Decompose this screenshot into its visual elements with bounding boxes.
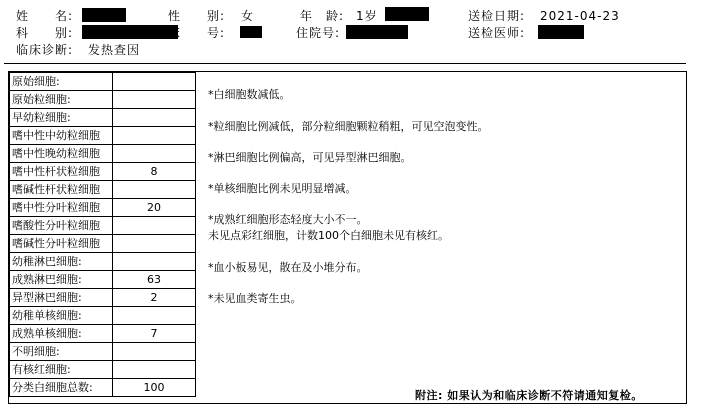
cell-count-value: 2	[113, 289, 196, 307]
cell-count-value	[113, 253, 196, 271]
table-row	[10, 199, 196, 217]
cell-type-label: 原始细胞:	[10, 73, 113, 91]
table-row	[10, 127, 196, 145]
cell-count-value: 7	[113, 325, 196, 343]
gender-label: 性 别:	[168, 9, 226, 23]
doctor-redaction	[538, 25, 584, 39]
cell-type-label: 幼稚单核细胞:	[10, 307, 113, 325]
table-row	[10, 91, 196, 109]
table-row	[10, 325, 196, 343]
cell-count-value	[113, 181, 196, 199]
name-redaction	[82, 8, 126, 22]
age-label: 年 龄:	[300, 9, 345, 23]
finding-line: *粒细胞比例减低，部分粒细胞颗粒稍粗，可见空泡变性。	[208, 120, 489, 133]
cell-count-value	[113, 127, 196, 145]
cell-count-value	[113, 91, 196, 109]
cell-count-value	[113, 73, 196, 91]
finding-line: *未见血类寄生虫。	[208, 292, 302, 305]
report-date-label: 送检日期:	[468, 9, 526, 23]
cell-count-value: 100	[113, 379, 196, 397]
admission-redaction	[346, 25, 408, 39]
gender-value: 女	[241, 9, 255, 23]
table-row	[10, 289, 196, 307]
cell-type-label: 有核红细胞:	[10, 361, 113, 379]
doctor-label: 送检医师:	[468, 26, 526, 40]
cell-type-label: 嗜碱性分叶粒细胞	[10, 235, 113, 253]
table-row	[10, 307, 196, 325]
cell-count-value	[113, 145, 196, 163]
report-date-value: 2021-04-23	[540, 9, 620, 23]
table-row	[10, 145, 196, 163]
finding-line: *成熟红细胞形态轻度大小不一。	[208, 213, 368, 226]
footnote: 附注: 如果认为和临床诊断不符请通知复检。	[415, 389, 643, 402]
department-redaction	[82, 25, 178, 39]
cell-type-label: 嗜碱性杆状粒细胞	[10, 181, 113, 199]
table-row	[10, 163, 196, 181]
table-row	[10, 217, 196, 235]
admission-label: 住院号:	[296, 26, 341, 40]
table-row	[10, 271, 196, 289]
cell-type-label: 成熟淋巴细胞:	[10, 271, 113, 289]
finding-line: *单核细胞比例未见明显增减。	[208, 182, 357, 195]
table-row	[10, 343, 196, 361]
diagnosis-value: 发热查因	[88, 43, 141, 57]
age-redaction	[385, 7, 429, 21]
cell-count-table	[9, 72, 196, 397]
cell-type-label: 嗜酸性分叶粒细胞	[10, 217, 113, 235]
cell-count-value	[113, 361, 196, 379]
cell-count-value: 8	[113, 163, 196, 181]
cell-type-label: 原始粒细胞:	[10, 91, 113, 109]
cell-type-label: 嗜中性分叶粒细胞	[10, 199, 113, 217]
cell-type-label: 分类白细胞总数:	[10, 379, 113, 397]
cell-type-label: 早幼粒细胞:	[10, 109, 113, 127]
table-row	[10, 253, 196, 271]
finding-line: *淋巴细胞比例偏高，可见异型淋巴细胞。	[208, 151, 412, 164]
cell-type-label: 嗜中性晚幼粒细胞	[10, 145, 113, 163]
finding-line: 未见点彩红细胞，计数100个白细胞未见有核红。	[208, 229, 449, 242]
table-row	[10, 73, 196, 91]
cell-count-value	[113, 109, 196, 127]
table-row	[10, 361, 196, 379]
cell-count-value: 63	[113, 271, 196, 289]
cell-type-label: 成熟单核细胞:	[10, 325, 113, 343]
cell-count-value	[113, 217, 196, 235]
bed-label: 床 号:	[168, 26, 226, 40]
cell-count-value	[113, 343, 196, 361]
name-label: 姓 名:	[16, 9, 74, 23]
finding-line: *血小板易见，散在及小堆分布。	[208, 261, 368, 274]
cell-type-label: 幼稚淋巴细胞:	[10, 253, 113, 271]
age-value: 1岁	[356, 9, 378, 23]
table-row	[10, 235, 196, 253]
cell-type-label: 异型淋巴细胞:	[10, 289, 113, 307]
department-label: 科 别:	[16, 26, 74, 40]
cell-count-value	[113, 235, 196, 253]
cell-count-value: 20	[113, 199, 196, 217]
table-row	[10, 181, 196, 199]
table-row	[10, 109, 196, 127]
diagnosis-label: 临床诊断:	[16, 43, 74, 57]
header-divider	[4, 63, 686, 64]
bed-redaction	[240, 26, 262, 38]
finding-line: *白细胞数减低。	[208, 88, 291, 101]
cell-count-value	[113, 307, 196, 325]
cell-type-label: 不明细胞:	[10, 343, 113, 361]
cell-type-label: 嗜中性杆状粒细胞	[10, 163, 113, 181]
table-row	[10, 379, 196, 397]
cell-type-label: 嗜中性中幼粒细胞	[10, 127, 113, 145]
